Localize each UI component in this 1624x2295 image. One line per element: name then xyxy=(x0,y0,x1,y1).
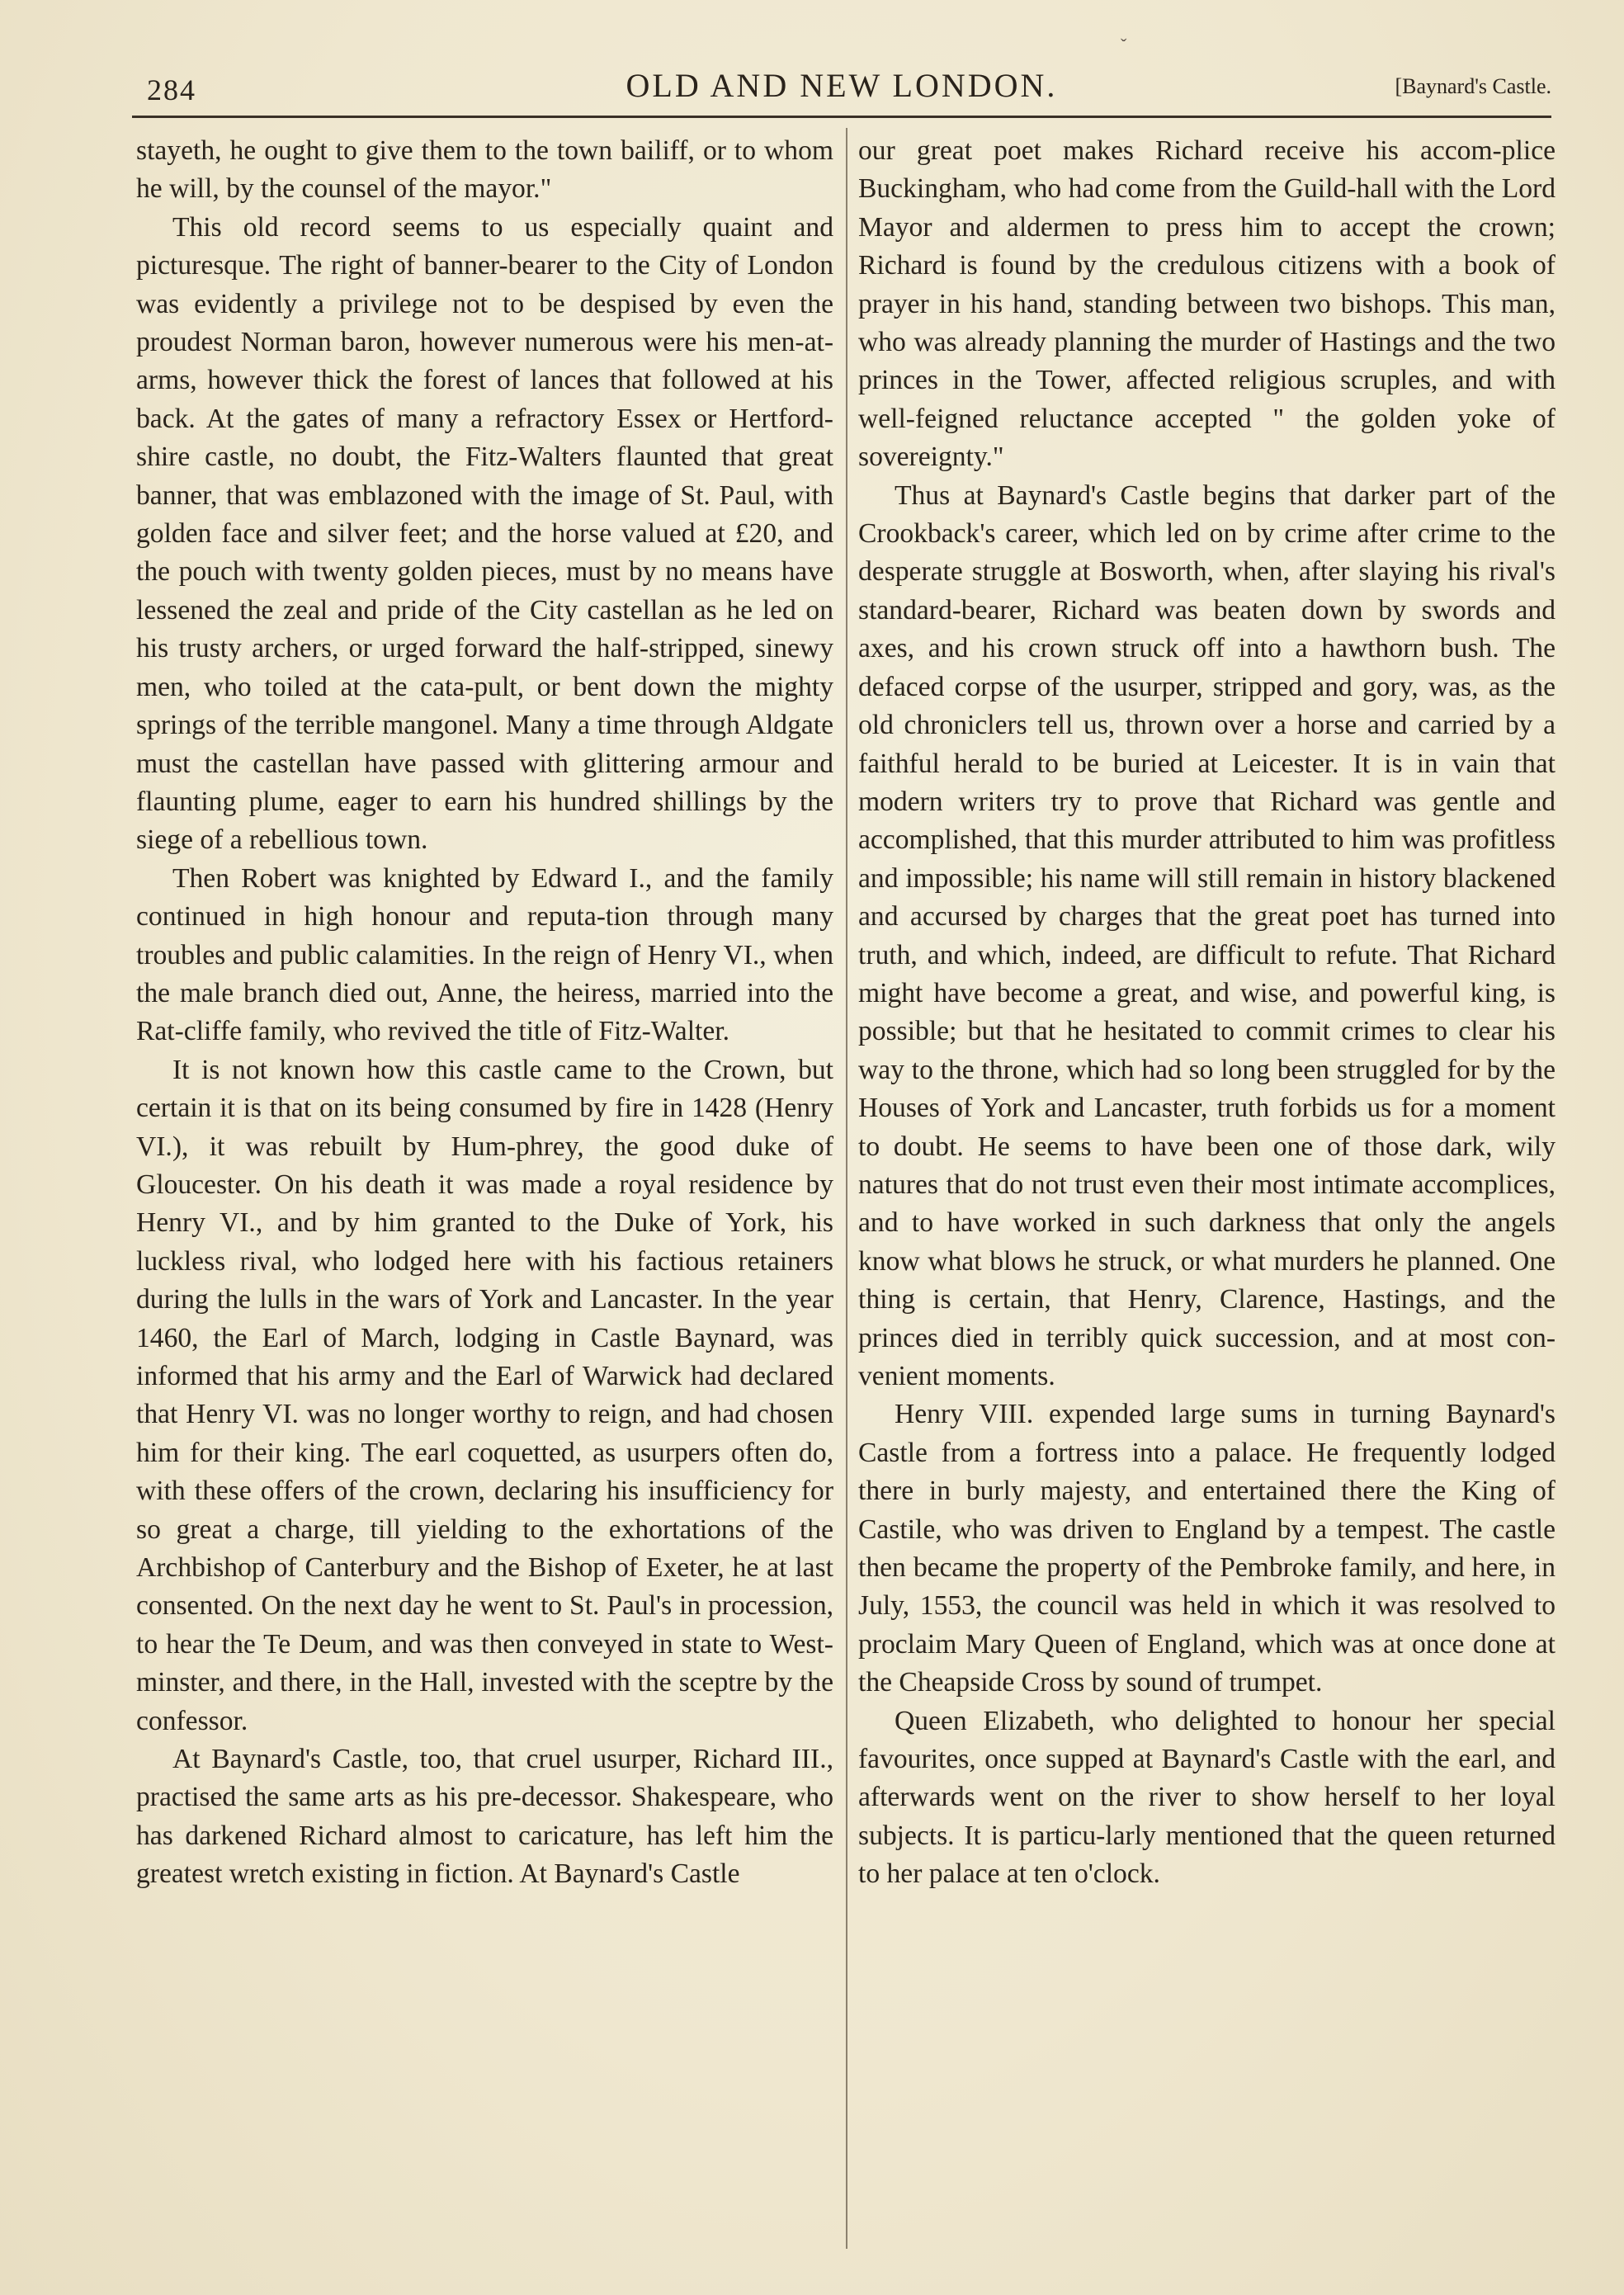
paragraph: Queen Elizabeth, who delighted to honour her special favourites, once supped at Baynard's Castle with the earl, and afterwards went on the river to show herself to her loyal subjects. It is particu-larly mentioned that the queen returned to her palace at ten o'clock. xyxy=(858,1705,1556,1890)
paragraph: This old record seems to us especially quaint and picturesque. The right of banner-bearer to the City of London was evidently a privilege not to be despised by even the proudest Norman baron, however numerous were his men-at-arms, however thick the forest of lances that followed at his back. At the gates of many a refractory Essex or Hertford-shire castle, no doubt, the Fitz-Walters flaunted that great banner, that was emblazoned with the image of St. Paul, with golden face and silver feet; and the horse valued at £20, and the pouch with twenty golden pieces, must by no means have lessened the zeal and pride of the City castellan as he led on his trusty archers, or urged forward the half-stripped, sinewy men, who toiled at the cata-pult, or bent down the mighty springs of the terrible mangonel. Many a time through Aldgate must the castellan have passed with glittering armour and flaunting plume, eager to earn his hundred shillings by the siege of a rebellious town. xyxy=(136,211,833,856)
header-rule xyxy=(132,116,1551,118)
paragraph: Thus at Baynard's Castle begins that darker part of the Crookback's career, which led on by crime after crime to the desperate struggle at Bosworth, when, after slaying his rival's standard-bearer, Richard was beaten down by swords and axes, and his crown struck off into a hawthorn bush. The defaced corpse of the usurper, stripped and gory, was, as the old chroniclers tell us, thrown over a horse and carried by a faithful herald to be buried at Leicester. It is in vain that modern writers try to prove that Richard was gentle and accomplished, that this murder attributed to him was profitless and impossible; his name will still remain in history blackened and accursed by charges that the great poet has turned into truth, and which, indeed, are difficult to refute. That Richard might have become a great, and wise, and powerful king, is possible; but that he hesitated to commit crimes to clear his way to the throne, which had so long been struggled for by the Houses of York and Lancaster, truth forbids us for a moment to doubt. He seems to have been one of those dark, wily natures that do not trust even their most intimate accomplices, and to have worked in such darkness that only the angels know what blows he struck, or what murders he planned. One thing is certain, that Henry, Clarence, Hastings, and the princes died in terribly quick succession, and at most con-venient moments. xyxy=(858,479,1556,1391)
left-column xyxy=(136,132,833,1894)
paragraph: Henry VIII. expended large sums in turning Baynard's Castle from a fortress into a palace. He frequently lodged there in burly majesty, and entertained there the King of Castile, who was driven to England by a tempest. The castle then became the property of the Pembroke family, and here, in July, 1553, the council was held in which it was resolved to proclaim Mary Queen of England, which was at once done at the Cheapside Cross by sound of trumpet. xyxy=(858,1399,1556,1698)
running-title: OLD AND NEW LONDON. xyxy=(626,67,1058,104)
column-divider xyxy=(846,128,847,2249)
paragraph: It is not known how this castle came to the Crown, but certain it is that on its being consumed by fire in 1428 (Henry VI.), it was rebuilt by Hum-phrey, the good duke of Gloucester. On his death it was made a royal residence by Henry VI., and by him granted to the Duke of York, his luckless rival, who lodged here with his factious retainers during the lulls in the wars of York and Lancaster. In the year 1460, the Earl of March, lodging in Castle Baynard, was informed that his army and the Earl of Warwick had declared that Henry VI. was no longer worthy to reign, and had chosen him for their king. The earl coquetted, as usurpers often do, with these offers of the crown, declaring his insufficiency for so great a charge, till yielding to the exhortations of the Archbishop of Canterbury and the Bishop of Exeter, he at last consented. On the next day he went to St. Paul's in procession, to hear the Te Deum, and was then conveyed in state to West-minster, and there, in the Hall, invested with the sceptre by the confessor. xyxy=(136,1054,833,1736)
paragraph: our great poet makes Richard receive his accom-plice Buckingham, who had come from the Guild-hall with the Lord Mayor and aldermen to press him to accept the crown; Richard is found by the credulous citizens with a book of prayer in his hand, standing between two bishops. This man, who was already planning the murder of Hastings and the two princes in the Tower, affected religious scruples, and with well-feigned reluctance accepted " the golden yoke of sovereignty." xyxy=(858,135,1556,473)
section-title: [Baynard's Castle. xyxy=(1395,74,1551,98)
paragraph: stayeth, he ought to give them to the town bailiff, or to whom he will, by the counsel of the mayor." xyxy=(136,135,833,205)
page-header xyxy=(132,58,1551,124)
paragraph: At Baynard's Castle, too, that cruel usurper, Richard III., practised the same arts as his pre-decessor. Shakespeare, who has darkened Richard almost to caricature, has left him the greatest wretch existing in fiction. At Baynard's Castle xyxy=(136,1744,833,1890)
print-mark: ˇ xyxy=(1121,35,1127,55)
right-column xyxy=(858,132,1556,1894)
page-number: 284 xyxy=(147,73,196,106)
paragraph: Then Robert was knighted by Edward I., and the family continued in high honour and reputa-tion through many troubles and public calamities. In the reign of Henry VI., when the male branch died out, Anne, the heiress, married into the Rat-cliffe family, who revived the title of Fitz-Walter. xyxy=(136,862,833,1047)
